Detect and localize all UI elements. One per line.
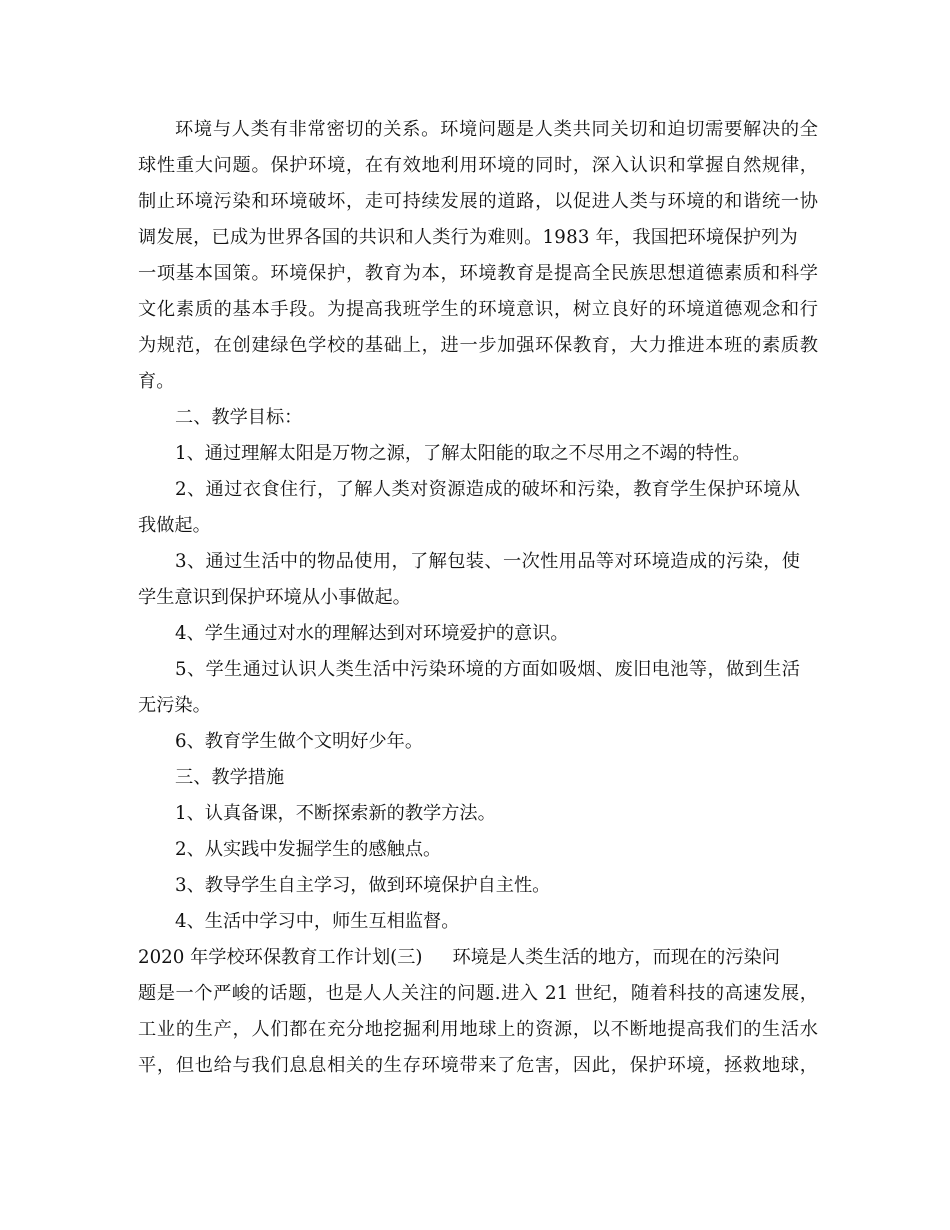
intro-line-3: 制止环境污染和环境破坏，走可持续发展的道路，以促进人类与环境的和谐统一协 <box>138 191 818 212</box>
goal-1: 1、通过理解太阳是万物之源，了解太阳能的取之不尽用之不竭的特性。 <box>175 443 751 464</box>
plan3-first-line <box>138 946 818 970</box>
measure-1: 1、认真备课，不断探索新的教学方法。 <box>175 803 496 824</box>
intro-line-7: 为规范，在创建绿色学校的基础上，进一步加强环保教育，大力推进本班的素质教 <box>138 335 818 356</box>
plan3-title: 2020 年学校环保教育工作计划(三) <box>138 947 423 968</box>
plan3-text-start: 环境是人类生活的地方，而现在的污染问 <box>452 947 780 968</box>
intro-line-4: 调发展，已成为世界各国的共识和人类行为难则。1983 年，我国把环境保护列为 <box>138 227 798 248</box>
plan3-line-2: 题是一个严峻的话题，也是人人关注的问题.进入 21 世纪，随着科技的高速发展， <box>138 983 818 1004</box>
measure-2: 2、从实践中发掘学生的感触点。 <box>175 839 442 860</box>
plan3-line-3: 工业的生产，人们都在充分地挖掘利用地球上的资源，以不断地提高我们的生活水 <box>138 1019 818 1040</box>
intro-line-8: 育。 <box>138 371 175 392</box>
plan3-line-4: 平，但也给与我们息息相关的生存环境带来了危害，因此，保护环境，拯救地球， <box>138 1055 818 1076</box>
goal-4: 4、学生通过对水的理解达到对环境爱护的意识。 <box>175 623 569 644</box>
measure-4: 4、生活中学习中，师生互相监督。 <box>175 911 460 932</box>
intro-line-6: 文化素质的基本手段。为提高我班学生的环境意识，树立良好的环境道德观念和行 <box>138 299 818 320</box>
goal-3-line-1: 3、通过生活中的物品使用，了解包装、一次性用品等对环境造成的污染，使 <box>175 551 800 572</box>
section-heading-measures: 三、教学措施 <box>175 767 285 788</box>
goal-6: 6、教育学生做个文明好少年。 <box>175 731 424 752</box>
goal-5-line-2: 无污染。 <box>138 695 211 716</box>
section-heading-goals: 二、教学目标： <box>175 407 303 428</box>
intro-line-2: 球性重大问题。保护环境，在有效地利用环境的同时，深入认识和掌握自然规律， <box>138 155 818 176</box>
intro-line-1: 环境与人类有非常密切的关系。环境问题是人类共同关切和迫切需要解决的全 <box>175 119 818 140</box>
goal-2-line-2: 我做起。 <box>138 515 211 536</box>
goal-3-line-2: 学生意识到保护环境从小事做起。 <box>138 587 411 608</box>
intro-line-5: 一项基本国策。环境保护，教育为本，环境教育是提高全民族思想道德素质和科学 <box>138 263 818 284</box>
goal-2-line-1: 2、通过衣食住行，了解人类对资源造成的破坏和污染，教育学生保护环境从 <box>175 479 800 500</box>
goal-5-line-1: 5、学生通过认识人类生活中污染环境的方面如吸烟、废旧电池等，做到生活 <box>175 659 800 680</box>
measure-3: 3、教导学生自主学习，做到环境保护自主性。 <box>175 875 551 896</box>
